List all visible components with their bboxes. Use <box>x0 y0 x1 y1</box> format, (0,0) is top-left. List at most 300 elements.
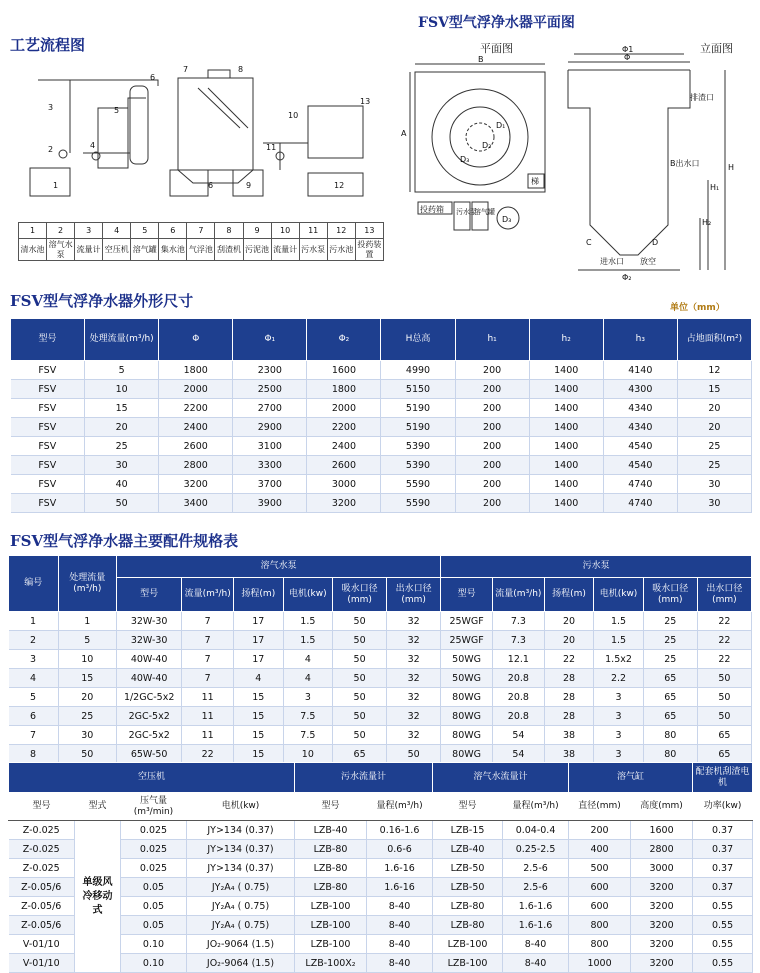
table-cell: 0.16-1.6 <box>367 821 433 840</box>
parts-subheader: 吸水口径(mm) <box>643 578 697 612</box>
table-cell: 15 <box>677 380 751 399</box>
table-cell: 1400 <box>529 494 603 513</box>
svg-text:H: H <box>728 163 735 172</box>
table-cell: 20.8 <box>492 669 544 688</box>
table-cell: 8-40 <box>367 954 433 973</box>
table-cell: 2800 <box>631 840 693 859</box>
comp-subheader: 量程(m³/h) <box>367 793 433 821</box>
dims-header: 型号 <box>11 319 85 361</box>
table-cell: 1.5 <box>283 631 333 650</box>
svg-text:12: 12 <box>334 181 345 190</box>
table-cell: 80WG <box>441 707 493 726</box>
dims-header: h₃ <box>603 319 677 361</box>
plan-outer <box>415 72 545 192</box>
table-cell: 1.6-16 <box>367 859 433 878</box>
table-cell: 32 <box>387 726 441 745</box>
dims-header: h₁ <box>455 319 529 361</box>
legend-number: 10 <box>271 223 299 239</box>
svg-text:放空: 放空 <box>640 257 656 266</box>
comp-subheader: 功率(kw) <box>693 793 753 821</box>
table-cell: 800 <box>569 916 631 935</box>
comp-head-g1: 空压机 <box>9 763 295 793</box>
table-cell: JY>134 (0.37) <box>187 821 295 840</box>
dims-header: h₂ <box>529 319 603 361</box>
table-row <box>11 380 752 399</box>
legend-number: 12 <box>327 223 355 239</box>
table-cell: LZB-40 <box>295 821 367 840</box>
table-cell: 7 <box>182 650 234 669</box>
table-cell: 0.025 <box>121 840 187 859</box>
table-row <box>11 418 752 437</box>
table-row <box>9 821 753 840</box>
table-cell: 17 <box>234 612 284 631</box>
svg-text:11: 11 <box>266 143 277 152</box>
table-cell: 400 <box>569 840 631 859</box>
table-cell: V-01/10 <box>9 954 75 973</box>
table-cell: 32W-30 <box>117 631 182 650</box>
svg-text:D: D <box>652 238 659 247</box>
table-cell: 4 <box>234 669 284 688</box>
table-cell: 15 <box>234 745 284 764</box>
svg-text:Φ: Φ <box>624 53 631 62</box>
table-cell: 22 <box>697 631 751 650</box>
table-cell: 5 <box>9 688 59 707</box>
table-cell: LZB-100 <box>295 897 367 916</box>
plan-title: FSV型气浮净水器平面图 <box>418 15 575 31</box>
parts-title: FSV型气浮净水器主要配件规格表 <box>10 532 239 550</box>
table-row <box>9 897 753 916</box>
table-cell: FSV <box>11 380 85 399</box>
legend-name: 污泥池 <box>243 239 271 261</box>
table-cell: 3300 <box>233 456 307 475</box>
table-cell: 5590 <box>381 475 455 494</box>
parts-table <box>8 555 752 764</box>
table-cell: 8-40 <box>503 954 569 973</box>
svg-text:排渣口: 排渣口 <box>690 93 714 102</box>
table-cell: 0.25-2.5 <box>503 840 569 859</box>
table-cell: 32 <box>387 612 441 631</box>
table-cell: 1 <box>9 612 59 631</box>
svg-text:投药箱: 投药箱 <box>420 205 444 214</box>
table-cell: 0.04-0.4 <box>503 821 569 840</box>
table-cell: 3200 <box>631 878 693 897</box>
table-cell: 32 <box>387 669 441 688</box>
table-cell: 80 <box>643 726 697 745</box>
dims-header: Φ₂ <box>307 319 381 361</box>
table-cell: LZB-100X₂ <box>295 954 367 973</box>
dims-header: 占地面积(m²) <box>677 319 751 361</box>
table-cell: 20 <box>544 631 594 650</box>
table-cell: 200 <box>455 437 529 456</box>
svg-text:梯: 梯 <box>531 177 539 186</box>
table-cell: 4990 <box>381 361 455 380</box>
table-row <box>11 361 752 380</box>
table-cell: LZB-80 <box>433 916 503 935</box>
table-cell: 2400 <box>159 418 233 437</box>
svg-text:1: 1 <box>53 181 59 190</box>
table-cell: 1.5 <box>594 631 644 650</box>
table-cell: Z-0.05/6 <box>9 916 75 935</box>
table-cell: Z-0.05/6 <box>9 897 75 916</box>
table-row <box>9 707 752 726</box>
table-cell: 0.025 <box>121 859 187 878</box>
parts-subheader: 电机(kw) <box>283 578 333 612</box>
table-cell: FSV <box>11 361 85 380</box>
table-cell: 1/2GC-5x2 <box>117 688 182 707</box>
table-cell: LZB-100 <box>295 935 367 954</box>
table-cell: 32W-30 <box>117 612 182 631</box>
table-cell: 200 <box>455 418 529 437</box>
parts-subheader: 出水口径(mm) <box>387 578 441 612</box>
table-cell: 8 <box>9 745 59 764</box>
table-cell: 65 <box>643 707 697 726</box>
table-cell: Z-0.05/6 <box>9 878 75 897</box>
table-row <box>11 456 752 475</box>
table-cell: 2600 <box>159 437 233 456</box>
table-cell: 2GC-5x2 <box>117 707 182 726</box>
comp-subheader: 量程(m³/h) <box>503 793 569 821</box>
legend-number: 5 <box>131 223 159 239</box>
table-cell: 3 <box>594 726 644 745</box>
parts-subheader: 扬程(m) <box>544 578 594 612</box>
elevation-top <box>568 70 690 190</box>
table-row <box>11 437 752 456</box>
process-title: 工艺流程图 <box>10 36 86 54</box>
table-cell: 50 <box>697 707 751 726</box>
svg-text:8: 8 <box>238 65 244 74</box>
table-cell: 5190 <box>381 399 455 418</box>
table-cell: 25 <box>677 456 751 475</box>
table-cell: 5150 <box>381 380 455 399</box>
legend-name: 溶气罐 <box>131 239 159 261</box>
legend-number: 13 <box>355 223 383 239</box>
table-cell: 5190 <box>381 418 455 437</box>
comp-head-g2: 污水流量计 <box>295 763 433 793</box>
table-cell: 25 <box>643 631 697 650</box>
table-cell: 200 <box>455 380 529 399</box>
table-cell: 1.6-16 <box>367 878 433 897</box>
table-cell: 0.05 <box>121 878 187 897</box>
table-row <box>9 878 753 897</box>
comp-head-g5: 配套机刮渣电机 <box>693 763 753 793</box>
table-cell: LZB-80 <box>295 859 367 878</box>
table-cell: LZB-80 <box>295 878 367 897</box>
table-cell: 1400 <box>529 475 603 494</box>
table-cell: 0.37 <box>693 859 753 878</box>
unit-label: 单位（mm） <box>670 303 725 313</box>
table-cell: 20 <box>58 688 117 707</box>
legend-name: 集水池 <box>159 239 187 261</box>
table-cell: 32 <box>387 631 441 650</box>
table-cell: 4340 <box>603 418 677 437</box>
table-cell: 54 <box>492 745 544 764</box>
table-cell: 8-40 <box>367 935 433 954</box>
svg-text:D₃: D₃ <box>502 215 512 224</box>
table-cell: FSV <box>11 494 85 513</box>
table-row <box>9 954 753 973</box>
flotation-bottom <box>178 170 253 183</box>
table-cell: 4540 <box>603 437 677 456</box>
table-row <box>9 688 752 707</box>
table-cell: JO₂-9064 (1.5) <box>187 954 295 973</box>
table-cell: 4740 <box>603 494 677 513</box>
table-cell: 7.3 <box>492 612 544 631</box>
table-cell: 7.5 <box>283 726 333 745</box>
legend-number: 11 <box>299 223 327 239</box>
legend-number: 9 <box>243 223 271 239</box>
svg-text:10: 10 <box>288 111 299 120</box>
table-cell: 28 <box>544 707 594 726</box>
table-cell: 3200 <box>631 897 693 916</box>
table-cell: 15 <box>234 707 284 726</box>
parts-subheader: 型号 <box>441 578 493 612</box>
comp-head-g4: 溶气缸 <box>569 763 693 793</box>
table-cell: 50 <box>333 688 387 707</box>
table-cell: 30 <box>58 726 117 745</box>
comp-subheader: 直径(mm) <box>569 793 631 821</box>
table-cell: 0.10 <box>121 954 187 973</box>
table-cell: 0.55 <box>693 954 753 973</box>
table-row <box>9 726 752 745</box>
table-cell: 50 <box>387 745 441 764</box>
table-cell: 4 <box>283 650 333 669</box>
table-cell: 3 <box>594 745 644 764</box>
comp-subheader: 型式 <box>75 793 121 821</box>
table-cell: 1800 <box>159 361 233 380</box>
svg-text:D₁: D₁ <box>496 121 506 130</box>
table-cell: LZB-80 <box>295 840 367 859</box>
svg-text:2: 2 <box>48 145 54 154</box>
table-cell: 0.37 <box>693 821 753 840</box>
table-cell: 10 <box>85 380 159 399</box>
elevation-label: 立面图 <box>700 42 733 55</box>
table-cell: 50 <box>333 669 387 688</box>
svg-text:4: 4 <box>90 141 96 150</box>
legend-name: 投药装置 <box>355 239 383 261</box>
legend-name: 清水池 <box>19 239 47 261</box>
parts-subheader: 型号 <box>117 578 182 612</box>
table-row <box>9 650 752 669</box>
table-cell: 10 <box>58 650 117 669</box>
comp-subheader: 电机(kw) <box>187 793 295 821</box>
dosing-device <box>308 106 363 158</box>
legend-number: 3 <box>75 223 103 239</box>
table-cell: 25 <box>58 707 117 726</box>
table-cell: 3700 <box>233 475 307 494</box>
table-cell: 38 <box>544 745 594 764</box>
table-cell: 6 <box>9 707 59 726</box>
table-cell: LZB-15 <box>433 821 503 840</box>
table-cell: 1.6-1.6 <box>503 916 569 935</box>
pump-box <box>454 202 470 230</box>
table-cell: 3400 <box>159 494 233 513</box>
table-cell: 2700 <box>233 399 307 418</box>
table-cell: 8-40 <box>367 897 433 916</box>
table-cell: Z-0.025 <box>9 840 75 859</box>
table-cell: 3 <box>9 650 59 669</box>
table-cell: 20.8 <box>492 707 544 726</box>
table-cell: 15 <box>234 726 284 745</box>
table-cell: 3 <box>594 688 644 707</box>
legend-number: 7 <box>187 223 215 239</box>
table-cell: 3000 <box>631 859 693 878</box>
table-row <box>9 669 752 688</box>
table-cell: 80WG <box>441 726 493 745</box>
legend-name: 气浮池 <box>187 239 215 261</box>
table-cell: 3 <box>283 688 333 707</box>
table-row <box>9 916 753 935</box>
table-cell: 65W-50 <box>117 745 182 764</box>
table-cell: 1400 <box>529 399 603 418</box>
svg-text:3: 3 <box>48 103 54 112</box>
table-cell: 5 <box>85 361 159 380</box>
table-cell: JO₂-9064 (1.5) <box>187 935 295 954</box>
table-cell: 11 <box>182 688 234 707</box>
table-cell: 2200 <box>159 399 233 418</box>
table-cell: 4140 <box>603 361 677 380</box>
table-cell: 2800 <box>159 456 233 475</box>
table-row <box>9 859 753 878</box>
table-cell: 4740 <box>603 475 677 494</box>
legend-number: 4 <box>103 223 131 239</box>
table-cell: LZB-40 <box>433 840 503 859</box>
table-cell: 20 <box>677 399 751 418</box>
table-row <box>9 935 753 954</box>
table-cell: JY₂A₄ ( 0.75) <box>187 878 295 897</box>
legend-name: 污水池 <box>327 239 355 261</box>
legend-number: 6 <box>159 223 187 239</box>
table-cell: LZB-80 <box>433 897 503 916</box>
svg-text:污水泵: 污水泵 <box>456 208 477 216</box>
table-cell: 600 <box>569 897 631 916</box>
table-cell: 4 <box>283 669 333 688</box>
pipes <box>38 80 308 170</box>
table-cell: 80WG <box>441 688 493 707</box>
table-cell: 50 <box>333 707 387 726</box>
svg-text:6: 6 <box>208 181 214 190</box>
table-cell: 20 <box>85 418 159 437</box>
table-row <box>9 745 752 764</box>
table-cell: 50 <box>697 688 751 707</box>
table-cell: 25WGF <box>441 631 493 650</box>
parts-subheader: 扬程(m) <box>234 578 284 612</box>
table-cell: 0.025 <box>121 821 187 840</box>
table-cell: 7 <box>9 726 59 745</box>
table-cell: 22 <box>544 650 594 669</box>
table-cell: 50 <box>333 631 387 650</box>
table-cell: 2GC-5x2 <box>117 726 182 745</box>
table-cell: LZB-100 <box>295 916 367 935</box>
table-cell: Z-0.025 <box>9 859 75 878</box>
table-cell: 8-40 <box>503 935 569 954</box>
table-cell: 11 <box>182 726 234 745</box>
table-cell: 30 <box>677 494 751 513</box>
pump-2 <box>59 150 67 158</box>
table-cell: 1400 <box>529 380 603 399</box>
table-cell: 3200 <box>631 935 693 954</box>
svg-text:D₃: D₃ <box>460 155 470 164</box>
comp-table <box>8 762 753 973</box>
table-cell: 600 <box>569 878 631 897</box>
table-cell: 1400 <box>529 437 603 456</box>
parts-subheader: 出水口径(mm) <box>697 578 751 612</box>
table-cell: 2000 <box>159 380 233 399</box>
table-cell: 2 <box>9 631 59 650</box>
svg-text:Φ₂: Φ₂ <box>622 273 632 280</box>
table-cell: LZB-50 <box>433 859 503 878</box>
table-cell: 200 <box>455 456 529 475</box>
table-cell: 50WG <box>441 650 493 669</box>
table-cell: 3100 <box>233 437 307 456</box>
table-cell: FSV <box>11 437 85 456</box>
table-cell: 1600 <box>307 361 381 380</box>
table-cell: 25 <box>85 437 159 456</box>
table-cell: 3200 <box>631 954 693 973</box>
svg-text:D₂: D₂ <box>482 141 492 150</box>
table-cell: FSV <box>11 456 85 475</box>
table-cell: 1400 <box>529 418 603 437</box>
table-cell: 800 <box>569 935 631 954</box>
table-cell: 500 <box>569 859 631 878</box>
table-cell: 15 <box>234 688 284 707</box>
table-cell: 0.10 <box>121 935 187 954</box>
table-cell: JY>134 (0.37) <box>187 859 295 878</box>
plan-circle-mid <box>450 107 510 167</box>
svg-text:C: C <box>586 238 592 247</box>
table-cell: 2600 <box>307 456 381 475</box>
legend-number: 2 <box>47 223 75 239</box>
svg-text:H₂: H₂ <box>702 218 712 227</box>
table-cell: 28 <box>544 688 594 707</box>
dimension-lines <box>410 64 545 192</box>
table-cell: 200 <box>455 475 529 494</box>
table-cell: 2900 <box>233 418 307 437</box>
table-cell: 17 <box>234 650 284 669</box>
svg-text:7: 7 <box>183 65 189 74</box>
table-cell: 1.5 <box>594 612 644 631</box>
table-cell: 5 <box>58 631 117 650</box>
dims-title: FSV型气浮净水器外形尺寸 <box>10 292 194 310</box>
parts-head-no: 编号 <box>9 556 59 612</box>
table-cell: 3200 <box>159 475 233 494</box>
table-cell: 80WG <box>441 745 493 764</box>
svg-text:进水口: 进水口 <box>600 257 624 266</box>
table-cell: 200 <box>569 821 631 840</box>
table-cell: 0.37 <box>693 840 753 859</box>
table-cell: V-01/10 <box>9 935 75 954</box>
table-cell: 22 <box>182 745 234 764</box>
svg-text:Φ1: Φ1 <box>622 45 634 54</box>
svg-text:9: 9 <box>246 181 252 190</box>
table-cell: 0.05 <box>121 916 187 935</box>
table-cell: FSV <box>11 418 85 437</box>
table-cell: 4340 <box>603 399 677 418</box>
table-cell: 7.5 <box>283 707 333 726</box>
table-cell: 20 <box>544 612 594 631</box>
table-cell: 50 <box>697 669 751 688</box>
table-cell: 40W-40 <box>117 669 182 688</box>
table-cell: 1000 <box>569 954 631 973</box>
table-cell: 10 <box>283 745 333 764</box>
svg-text:13: 13 <box>360 97 371 106</box>
svg-text:A: A <box>401 129 407 138</box>
table-cell: 2000 <box>307 399 381 418</box>
parts-subheader: 吸水口径(mm) <box>333 578 387 612</box>
table-cell: 3000 <box>307 475 381 494</box>
table-cell: LZB-100 <box>433 954 503 973</box>
table-cell: 12 <box>677 361 751 380</box>
table-cell: 65 <box>643 688 697 707</box>
